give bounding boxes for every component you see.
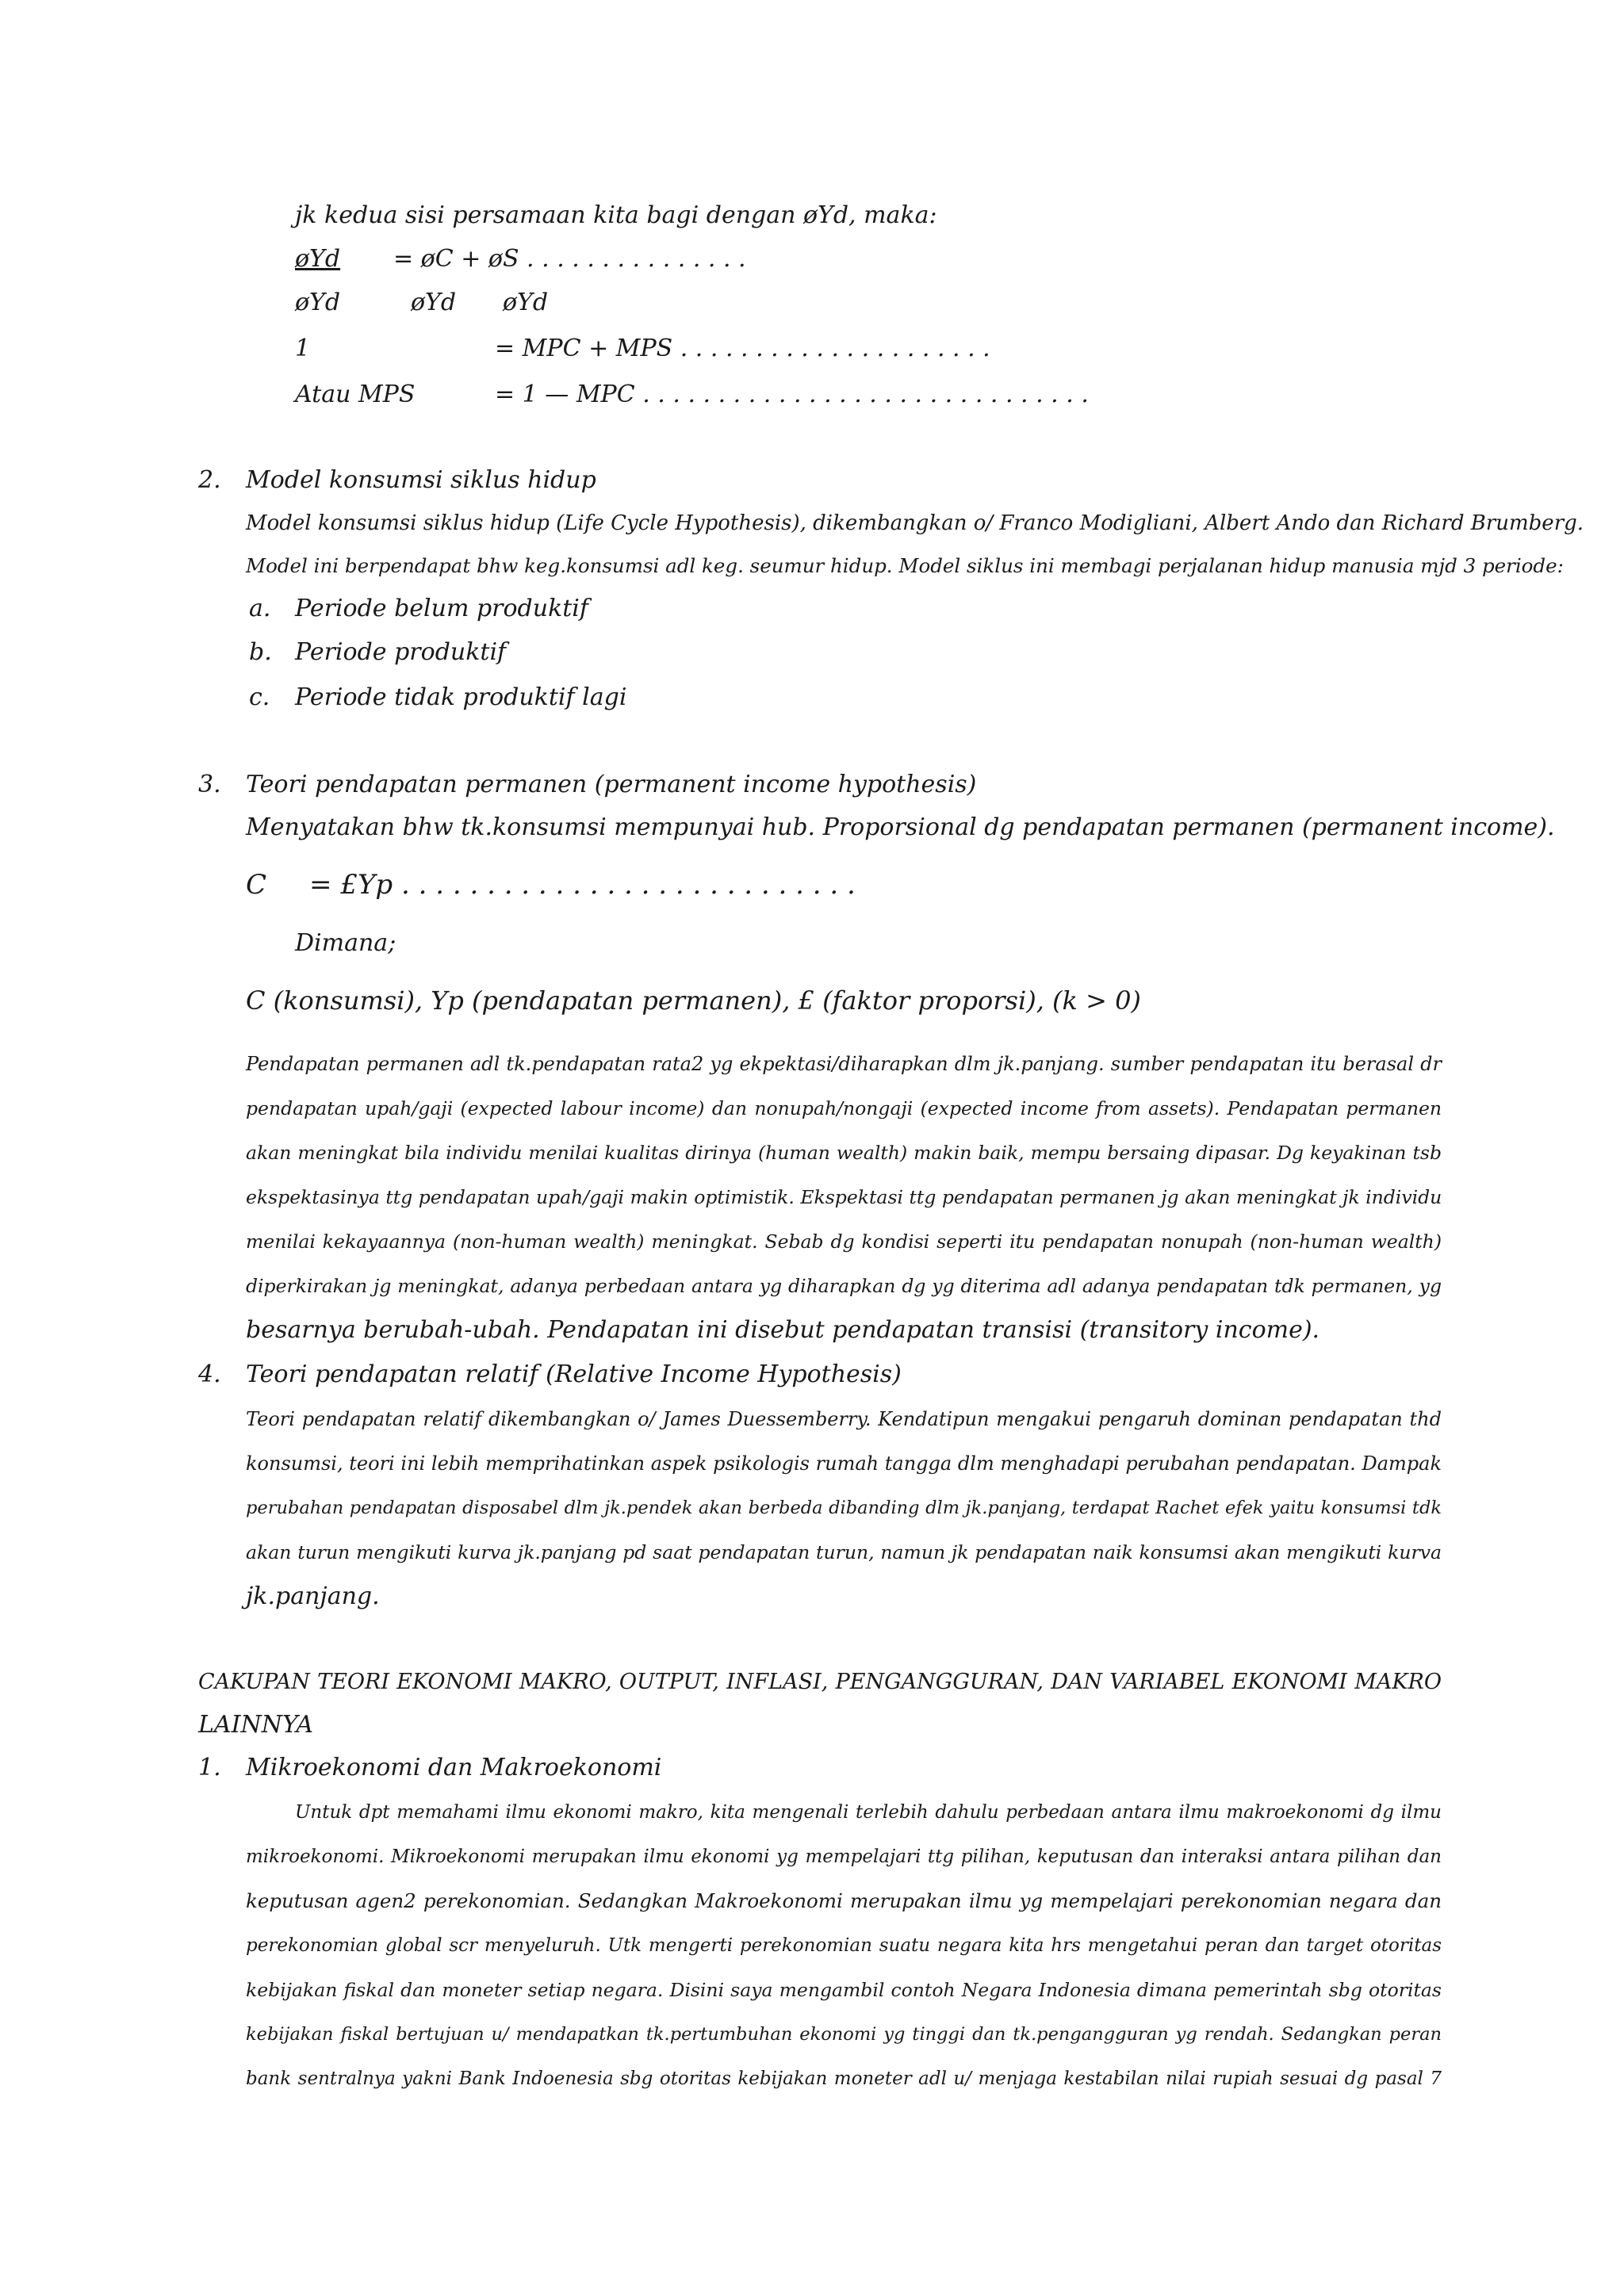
sec2-line2: Model ini berpendapat bhw keg.konsumsi adl keg. seumur hidup. Model siklus ini membagi perjalanan hidup manusia mjd 3 periode: (246, 554, 1564, 577)
sec3-number: 3. (198, 771, 221, 798)
eq-row2-a: øYd (295, 289, 341, 316)
sec3-para-line7: besarnya berubah-ubah. Pendapatan ini disebut pendapatan transisi (transitory income). (246, 1316, 1320, 1344)
sec3-title: Teori pendapatan permanen (permanent income hypothesis) (246, 771, 977, 798)
sec3-para-line3: akan meningkat bila individu menilai kualitas dirinya (human wealth) makin baik, mempu bersaing dipasar. Dg keyakinan tsb (246, 1142, 1442, 1164)
sec4-para-line3: perubahan pendapatan disposabel dlm jk.pendek akan berbeda dibanding dlm jk.panjang, terdapat Rachet efek yaitu konsumsi tdk (246, 1498, 1442, 1518)
sec-m1-title: Mikroekonomi dan Makroekonomi (246, 1754, 662, 1781)
eq-row1-a: øYd (295, 245, 341, 273)
sec2-item-a: Periode belum produktif (295, 595, 589, 622)
sec-m1-para-line4: perekonomian global scr menyeluruh. Utk mengerti perekonomian suatu negara kita hrs mengetahui peran dan target otoritas (246, 1935, 1442, 1956)
sec2-b-letter: b. (249, 638, 272, 666)
sec-m1-para-line6: kebijakan fiskal bertujuan u/ mendapatkan tk.pertumbuhan ekonomi yg tinggi dan tk.pengangguran yg rendah. Sedangkan peran (246, 2024, 1442, 2045)
sec4-para-line2: konsumsi, teori ini lebih memprihatinkan aspek psikologis rumah tangga dlm menghadapi perubahan pendapatan. Dampak (246, 1452, 1442, 1475)
sec3-para-line4: ekspektasinya ttg pendapatan upah/gaji makin optimistik. Ekspektasi ttg pendapatan permanen jg akan meningkat jk individu (246, 1186, 1442, 1208)
eq-row3-a: 1 (295, 335, 311, 362)
eq-row4-b: = 1 — MPC . . . . . . . . . . . . . . . . . . . . . . . . . . . . . . (495, 381, 1089, 408)
eq-row2-b: øYd (411, 289, 457, 316)
sec4-para-line5: jk.panjang. (246, 1582, 380, 1610)
sec3-variables: C (konsumsi), Yp (pendapatan permanen), £ (faktor proporsi), (k > 0) (246, 985, 1141, 1016)
eq-row4-a: Atau MPS (295, 381, 416, 408)
sec-m1-para-line1: Untuk dpt memahami ilmu ekonomi makro, kita mengenali terlebih dahulu perbedaan antara ilmu makroekonomi dg ilmu (295, 1802, 1442, 1823)
eq-row2-c: øYd (503, 289, 549, 316)
sec2-line1: Model konsumsi siklus hidup (Life Cycle Hypothesis), dikembangkan o/ Franco Modigliani, Albert Ando dan Richard Brumberg. (246, 511, 1584, 535)
sec4-number: 4. (198, 1360, 221, 1388)
sec3-para-line6: diperkirakan jg meningkat, adanya perbedaan antara yg diharapkan dg yg diterima adl adanya pendapatan tdk permanen, yg (246, 1275, 1442, 1297)
sec3-para-line1: Pendapatan permanen adl tk.pendapatan rata2 yg ekpektasi/diharapkan dlm jk.panjang. sumber pendapatan itu berasal dr (246, 1053, 1442, 1075)
eq-row3-b: = MPC + MPS . . . . . . . . . . . . . . . . . . . . . (495, 335, 990, 362)
sec2-title: Model konsumsi siklus hidup (246, 466, 596, 494)
eq-intro: jk kedua sisi persamaan kita bagi dengan øYd, maka: (295, 201, 937, 229)
section-heading-line2: LAINNYA (198, 1711, 314, 1739)
sec3-para-line5: menilai kekayaannya (non-human wealth) meningkat. Sebab dg kondisi seperti itu pendapatan nonupah (non-human wealth) (246, 1230, 1442, 1253)
sec2-a-letter: a. (249, 595, 271, 622)
sec3-line1: Menyatakan bhw tk.konsumsi mempunyai hub. Proporsional dg pendapatan permanen (permanent income). (246, 813, 1555, 841)
sec2-number: 2. (198, 466, 221, 494)
sec4-para-line4: akan turun mengikuti kurva jk.panjang pd saat pendapatan turun, namun jk pendapatan naik konsumsi akan mengikuti kurva (246, 1541, 1442, 1563)
sec-m1-para-line7: bank sentralnya yakni Bank Indoenesia sbg otoritas kebijakan moneter adl u/ menjaga kestabilan nilai rupiah sesuai dg pasal 7 (246, 2068, 1442, 2089)
sec3-dimana: Dimana; (295, 929, 396, 957)
sec4-title: Teori pendapatan relatif (Relative Income Hypothesis) (246, 1360, 902, 1388)
eq-row1-b: = øC + øS . . . . . . . . . . . . . . . (393, 245, 746, 273)
sec2-c-letter: c. (249, 683, 270, 711)
section-heading-line1: CAKUPAN TEORI EKONOMI MAKRO, OUTPUT, INFLASI, PENGANGGURAN, DAN VARIABEL EKONOMI MAKRO (198, 1670, 1442, 1694)
sec3-equation: C = £Yp . . . . . . . . . . . . . . . . . . . . . . . . . . . (246, 869, 856, 901)
sec-m1-para-line3: keputusan agen2 perekonomian. Sedangkan Makroekonomi merupakan ilmu yg mempelajari perekonomian negara dan (246, 1889, 1442, 1912)
sec-m1-number: 1. (198, 1754, 221, 1781)
sec-m1-para-line5: kebijakan fiskal dan moneter setiap negara. Disini saya mengambil contoh Negara Indonesia dimana pemerintah sbg otoritas (246, 1979, 1442, 2001)
sec-m1-para-line2: mikroekonomi. Mikroekonomi merupakan ilmu ekonomi yg mempelajari ttg pilihan, keputusan dan interaksi antara pilihan dan (246, 1846, 1442, 1867)
sec4-para-line1: Teori pendapatan relatif dikembangkan o/ James Duessemberry. Kendatipun mengakui pengaruh dominan pendapatan thd (246, 1408, 1442, 1430)
sec2-item-b: Periode produktif (295, 638, 507, 666)
sec2-item-c: Periode tidak produktif lagi (295, 683, 627, 711)
sec3-para-line2: pendapatan upah/gaji (expected labour income) dan nonupah/nongaji (expected income from assets). Pendapatan permanen (246, 1097, 1442, 1119)
